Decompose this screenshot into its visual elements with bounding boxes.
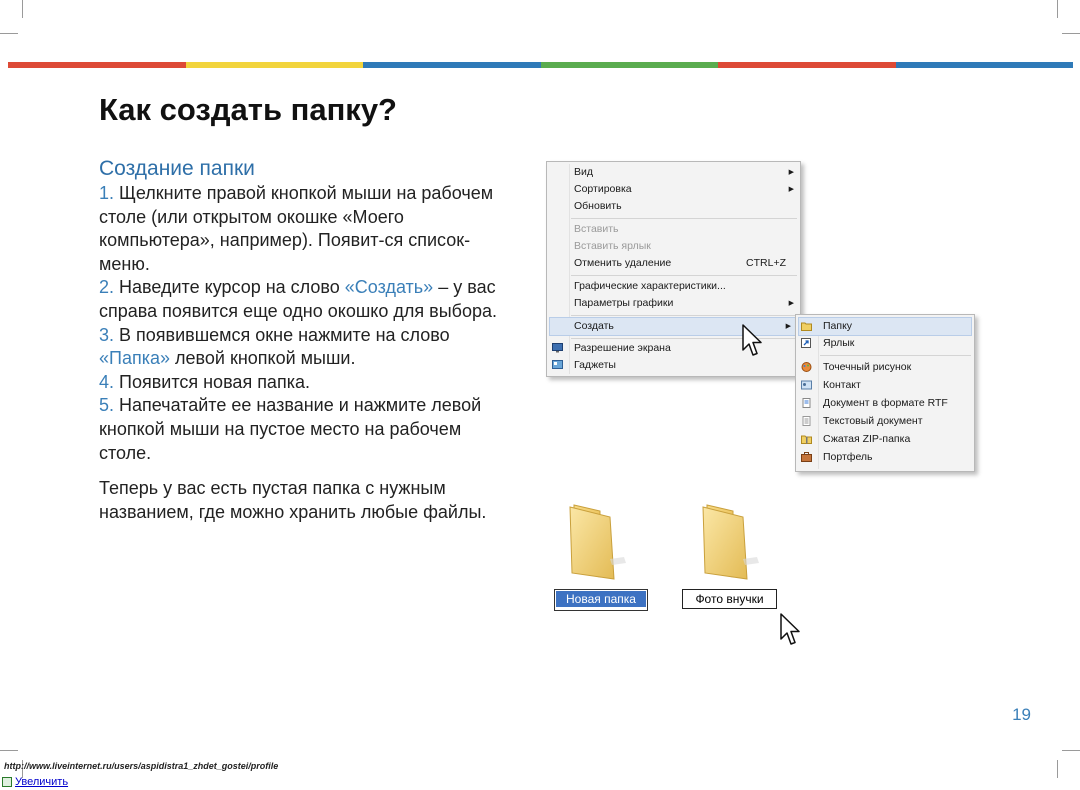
menu-item-label: Текстовый документ <box>823 415 923 427</box>
menu-item-paste <box>547 221 800 238</box>
submenu-item-bitmap[interactable] <box>796 359 974 376</box>
contact-icon <box>801 380 812 390</box>
menu-item-view[interactable] <box>547 164 800 181</box>
menu-item-graphics-params[interactable] <box>547 295 800 312</box>
menu-item-label: Отменить удаление <box>574 257 672 269</box>
step-highlight: «Папка» <box>99 348 170 369</box>
menu-item-label: Папку <box>823 320 853 332</box>
mouse-cursor-icon <box>742 324 764 358</box>
menu-item-undo-delete[interactable] <box>547 255 800 272</box>
crop-mark <box>0 750 18 751</box>
zoom-link-label: Увеличить <box>15 776 69 788</box>
step-number: 5. <box>99 395 120 416</box>
menu-item-paste-shortcut <box>547 238 800 255</box>
submenu-item-rtf[interactable] <box>796 395 974 412</box>
renamed-folder-name-text: Фото внучки <box>695 592 764 606</box>
menu-separator <box>571 218 797 219</box>
step-item <box>99 276 499 323</box>
menu-item-label: Параметры графики <box>574 297 674 309</box>
menu-item-label: Графические характеристики... <box>574 280 726 292</box>
menu-item-label: Сжатая ZIP-папка <box>823 433 911 445</box>
menu-item-label: Документ в формате RTF <box>823 397 948 409</box>
crop-mark <box>22 0 23 18</box>
submenu-arrow-icon: ▶ <box>788 169 794 176</box>
step-item <box>99 371 499 395</box>
stripe-segment <box>896 62 1074 68</box>
zip-folder-icon <box>801 434 812 444</box>
menu-item-label: Вставить ярлык <box>574 240 651 252</box>
menu-item-refresh[interactable] <box>547 198 800 215</box>
shortcut-icon <box>801 338 812 348</box>
menu-item-sort[interactable] <box>547 181 800 198</box>
steps-list <box>99 182 499 465</box>
menu-item-gadgets[interactable] <box>547 357 800 374</box>
new-folder-name-text: Новая папка <box>556 591 646 607</box>
crop-mark <box>1062 750 1080 751</box>
new-folder-icon <box>566 503 632 583</box>
step-text: Наведите курсор на слово <box>119 277 345 298</box>
zoom-icon <box>2 777 12 787</box>
submenu-item-shortcut[interactable] <box>796 335 974 352</box>
step-text: – у вас справа появится еще одно окошко для выбора. <box>99 277 497 321</box>
page-title: Как создать папку? <box>99 92 397 127</box>
step-item <box>99 394 499 465</box>
conclusion-text: Теперь у вас есть пустая папка с нужным названием, где можно хранить любые файлы. <box>99 478 487 522</box>
menu-item-label: Обновить <box>574 200 622 212</box>
menu-item-label: Гаджеты <box>574 359 616 371</box>
menu-item-label: Сортировка <box>574 183 632 195</box>
step-number: 3. <box>99 324 120 345</box>
menu-item-label: Создать <box>574 320 614 332</box>
renamed-folder-name-field[interactable] <box>682 589 777 609</box>
paint-icon <box>801 362 812 372</box>
step-number: 1. <box>99 183 120 203</box>
section-heading: Создание папки <box>99 157 255 180</box>
submenu-arrow-icon: ▶ <box>785 323 791 330</box>
source-url: http://www.liveinternet.ru/users/aspidistra1_zhdet_gostei/profile <box>4 761 279 771</box>
submenu-item-briefcase[interactable] <box>796 449 974 466</box>
shortcut-label: CTRL+Z <box>746 257 786 269</box>
crop-mark <box>0 33 18 34</box>
monitor-icon <box>552 343 563 353</box>
step-item <box>99 182 499 276</box>
page-number: 19 <box>1012 705 1031 724</box>
submenu-arrow-icon: ▶ <box>788 186 794 193</box>
color-stripe <box>8 62 1073 68</box>
submenu-item-folder[interactable] <box>798 317 972 336</box>
step-text: Напечатайте ее название и нажмите левой кнопкой мыши на пустое место на рабочем столе. <box>99 395 482 463</box>
document-icon <box>801 398 812 408</box>
submenu-arrow-icon: ▶ <box>788 300 794 307</box>
stripe-segment <box>363 62 541 68</box>
menu-item-label: Контакт <box>823 379 861 391</box>
menu-item-label: Ярлык <box>823 337 855 349</box>
stripe-segment <box>186 62 364 68</box>
instructions <box>99 156 499 524</box>
menu-separator <box>571 275 797 276</box>
stripe-segment <box>718 62 896 68</box>
step-text: В появившемся окне нажмите на слово <box>119 324 450 345</box>
crop-mark <box>1057 760 1058 778</box>
menu-item-label: Вид <box>574 166 593 178</box>
gadgets-icon <box>552 360 563 370</box>
menu-item-label: Точечный рисунок <box>823 361 912 373</box>
text-file-icon <box>801 416 812 426</box>
folder-icon <box>801 321 812 331</box>
stripe-segment <box>8 62 186 68</box>
step-text: левой кнопкой мыши. <box>170 348 356 369</box>
menu-item-label: Портфель <box>823 451 873 463</box>
stripe-segment <box>541 62 719 68</box>
step-number: 2. <box>99 277 120 298</box>
renamed-folder-icon <box>699 503 765 583</box>
briefcase-icon <box>801 452 812 462</box>
step-text: Щелкните правой кнопкой мыши на рабочем столе (или открытом окошке «Моего компьютера», например). Появит-ся список-меню. <box>99 183 494 274</box>
new-folder-name-field[interactable] <box>554 589 648 611</box>
menu-separator <box>820 355 971 356</box>
menu-separator <box>571 315 797 316</box>
step-number: 4. <box>99 371 120 392</box>
crop-mark <box>1062 33 1080 34</box>
submenu-item-zip[interactable] <box>796 431 974 448</box>
menu-item-label: Разрешение экрана <box>574 342 671 354</box>
menu-item-label: Вставить <box>574 223 619 235</box>
step-highlight: «Создать» <box>344 277 434 298</box>
step-item <box>99 324 499 371</box>
step-text: Появится новая папка. <box>119 371 310 392</box>
menu-item-graphics-props[interactable] <box>547 278 800 295</box>
submenu-item-contact[interactable] <box>796 377 974 394</box>
mouse-cursor-icon <box>780 613 802 647</box>
crop-mark <box>1057 0 1058 18</box>
create-submenu <box>795 314 975 472</box>
submenu-item-text[interactable] <box>796 413 974 430</box>
zoom-link[interactable] <box>2 776 68 788</box>
